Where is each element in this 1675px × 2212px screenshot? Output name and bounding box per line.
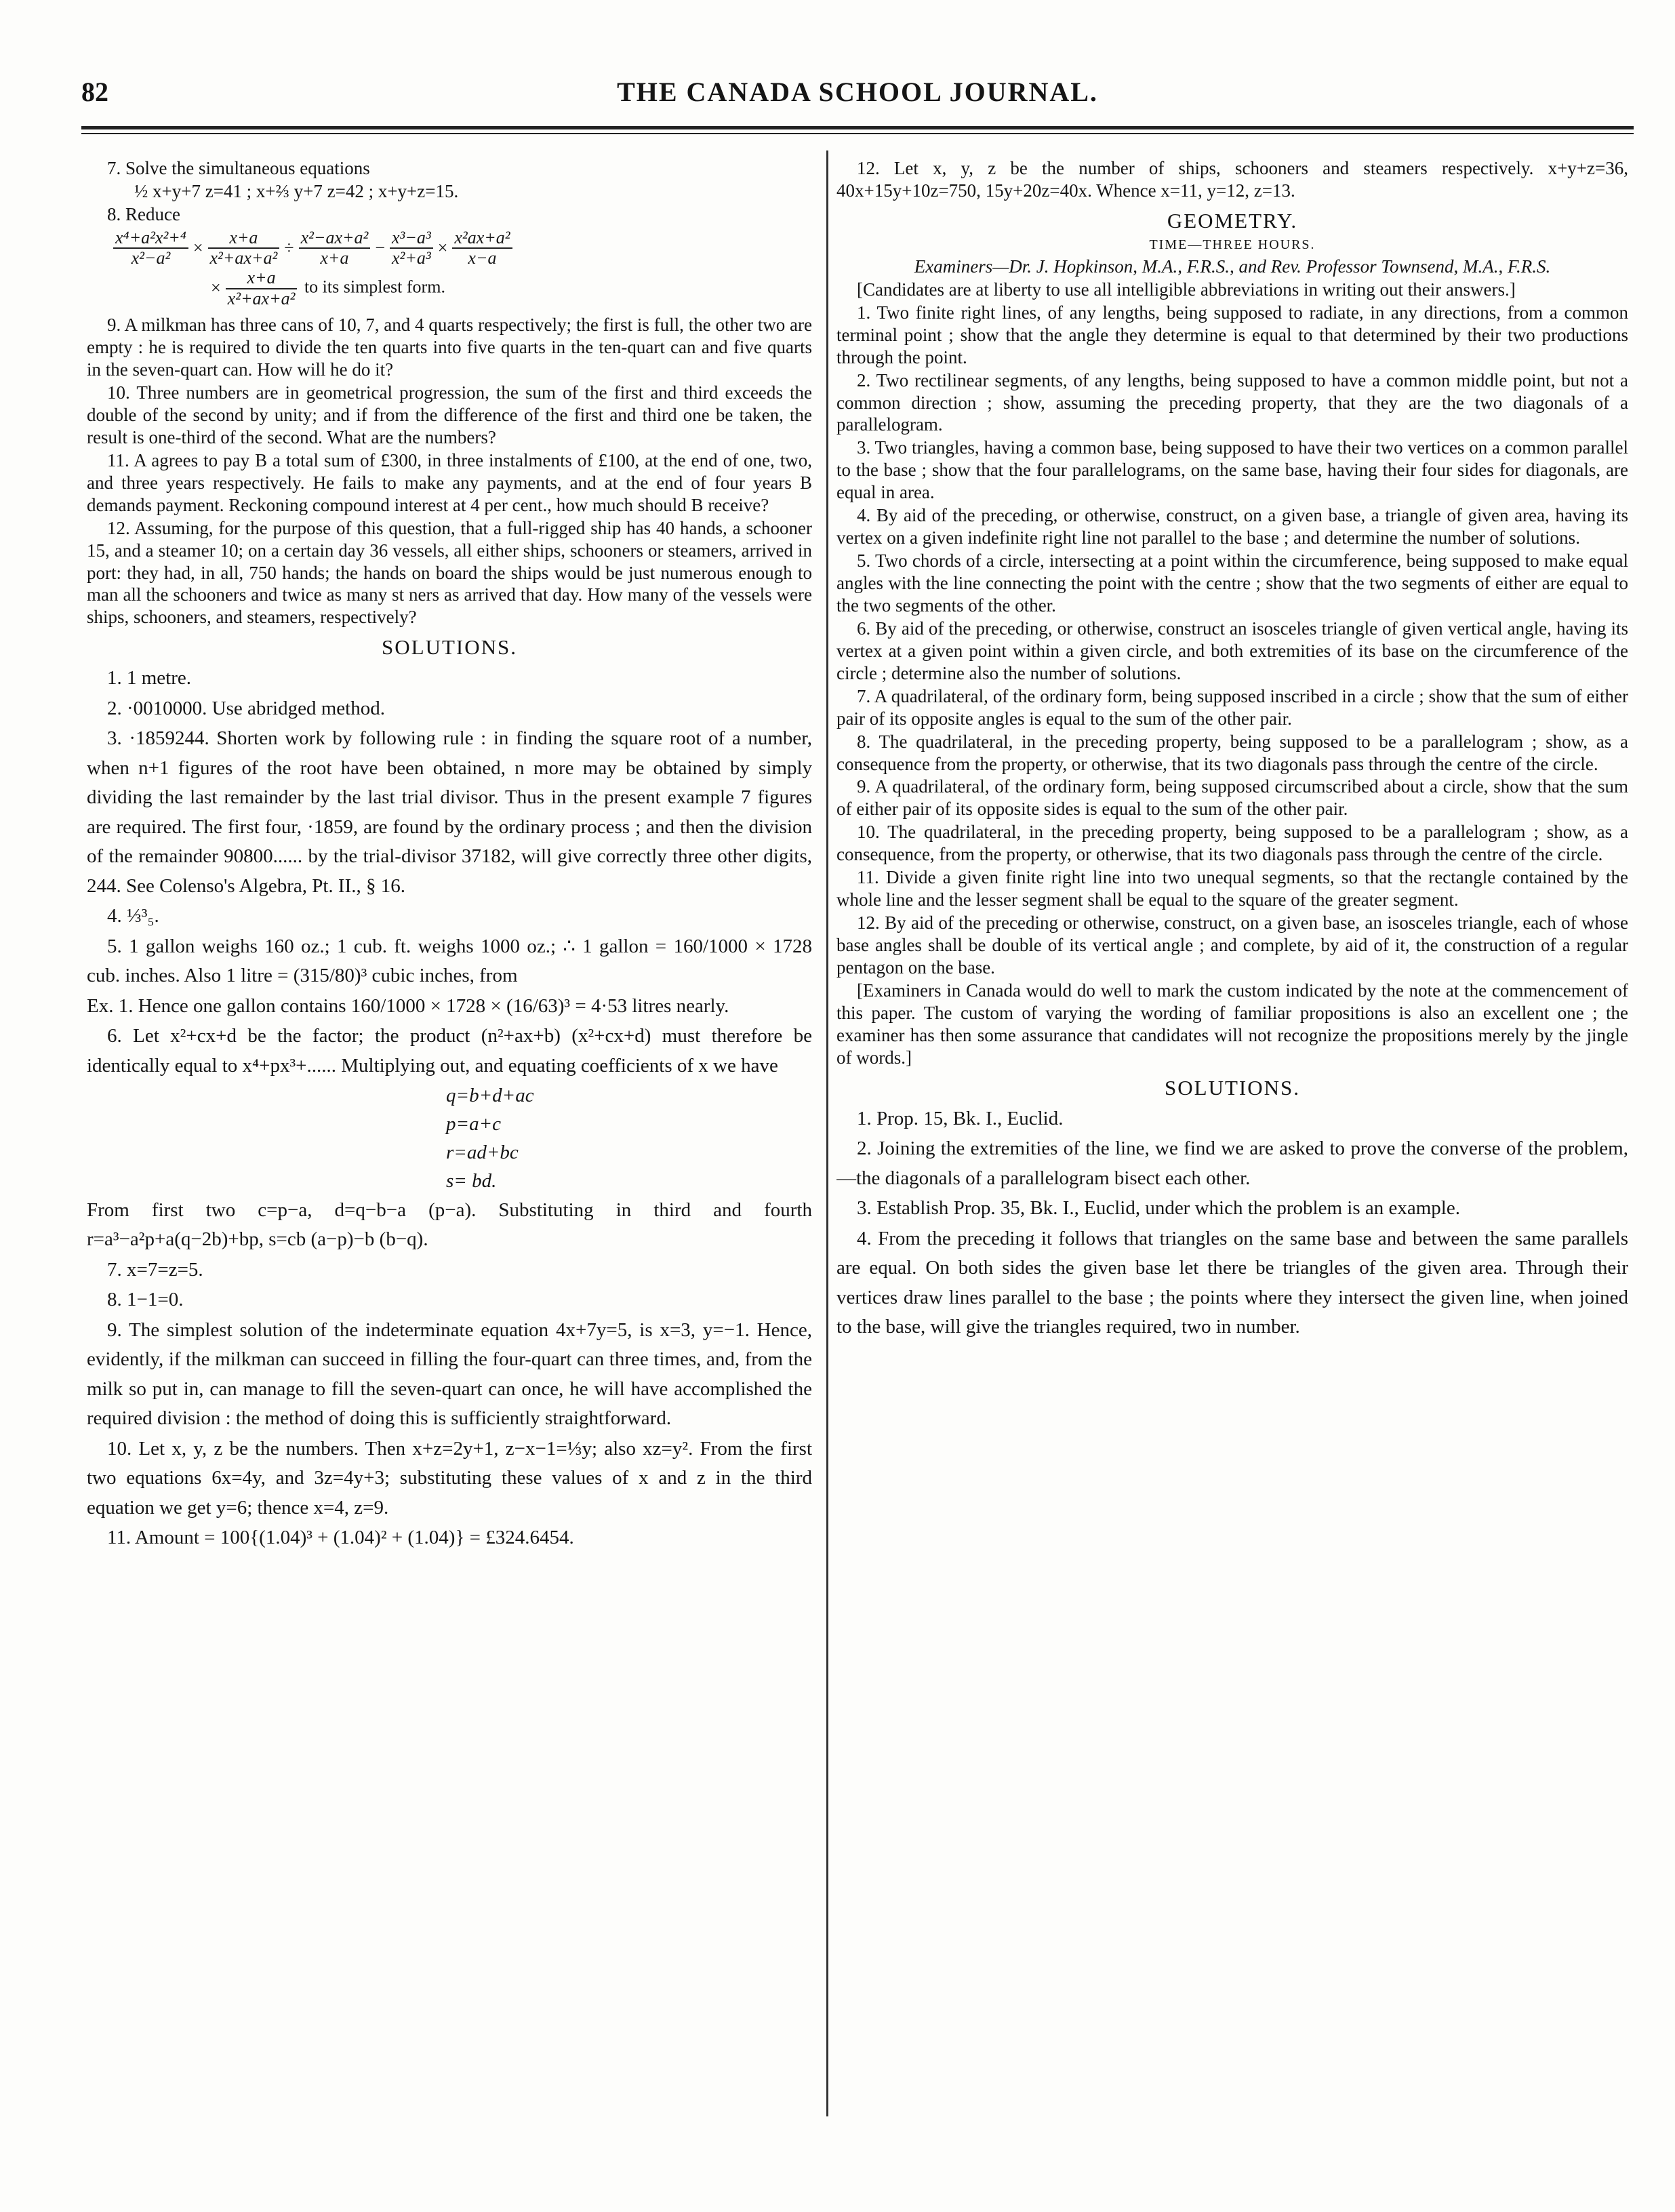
examiners-note: [Examiners in Canada would do well to mark the custom indicated by the note at the commencement of this paper. The custom of varying the wording of familiar propositions is also an excellent one ; the examiner has then some assurance that candidates will not recognize the propositions merely by the jingle of words.] [836, 980, 1628, 1068]
question-11: 11. A agrees to pay B a total sum of £300, in three instalments of £100, at the end of one, two, and three years respectively. He fails to make any payments, and at the end of four years B demands payment. Reckoning compound interest at 4 per cent., how much should B receive? [87, 449, 812, 515]
solution-2: 2. ·0010000. Use abridged method. [107, 697, 385, 719]
column-divider [826, 150, 828, 2116]
equation: p=a+c [446, 1113, 502, 1135]
solution-1: 1. 1 metre. [107, 667, 192, 689]
geometry-question-12: 12. By aid of the preceding or otherwise, construct, on a given base, an isosceles triangle, each of whose base angles shall be double of its vertical angle ; and complete, by aid of it, the construction of a regular pentagon on the base. [836, 912, 1628, 978]
geometry-question-2: 2. Two rectilinear segments, of any lengths, being supposed to have a common middle point, but not a common direction ; show, assuming the preceding property, that they are the two diagonals of a parallelogram. [836, 369, 1628, 435]
solution-5: 5. 1 gallon weighs 160 oz.; 1 cub. ft. weighs 1000 oz.; ∴ 1 gallon = 160/1000 × 1728 cub. inches. Also 1 litre = (315/80)³ cubic inches, from [87, 935, 812, 987]
solution-8: 8. 1−1=0. [107, 1289, 184, 1310]
fraction: $\frac{\text{x³−a³}}{\text{x²+a³}}$ [390, 228, 433, 268]
geometry-question-6: 6. By aid of the preceding, or otherwise, construct an isosceles triangle of given vertical angle, having its vertex at a given point within a given circle, and both extremities of its base on the circumference of the circle ; determine also the number of solutions. [836, 618, 1628, 683]
geometry-question-8: 8. The quadrilateral, in the preceding property, being supposed to be a parallelogram ; show, as a consequence from the property, or otherwise, that its two diagonals pass through the centre of the circle. [836, 731, 1628, 774]
candidates-note: [Candidates are at liberty to use all intelligible abbreviations in writing out their answers.] [857, 279, 1516, 300]
page-number: 82 [81, 77, 108, 107]
fraction: $\frac{\text{x²ax+a²}}{x-a}$ [452, 228, 512, 268]
geometry-question-7: 7. A quadrilateral, of the ordinary form, being supposed inscribed in a circle ; show that the sum of either pair of its opposite angles is equal to the sum of the other pair. [836, 685, 1628, 729]
solution-11: 11. Amount = 100{(1.04)³ + (1.04)² + (1.04)} = £324.6454. [107, 1527, 574, 1548]
solution-12: 12. Let x, y, z be the number of ships, schooners and steamers respectively. x+y+z=36, 40x+15y+10z=750, 15y+20z=40x. Whence x=11, y=12, z=13. [836, 158, 1628, 201]
question-12: 12. Assuming, for the purpose of this question, that a full-rigged ship has 40 hands, a schooner 15, and a steamer 10; on a certain day 36 vessels, all either ships, schooners or steamers, arrived in port: they had, in all, 750 hands; the hands on board the ships would be just numerous enough to man all the schooners and twice as many st ners as arrived that day. How many of the vessels were ships, schooners, and steamers, respectively? [87, 517, 812, 628]
geometry-question-9: 9. A quadrilateral, of the ordinary form, being supposed circumscribed about a circle, show that the sum of either pair of its opposite sides is equal to the sum of the other pair. [836, 776, 1628, 820]
geometry-question-5: 5. Two chords of a circle, intersecting at a point within the circumference, being supposed to make equal angles with the line connecting the point with the centre ; show that the two segments of either are equal to the two segments of the other. [836, 550, 1628, 616]
geometry-question-11: 11. Divide a given finite right line into two unequal segments, so that the rectangle contained by the whole line and the lesser segment shall be equal to the square of the greater segment. [836, 867, 1628, 910]
solution-7: 7. x=7=z=5. [107, 1258, 203, 1281]
geometry-solutions-heading: SOLUTIONS. [1165, 1075, 1300, 1100]
header-rule-thick [81, 126, 1634, 129]
fraction: $\frac{x+a}{\text{x²+ax+a²}}$ [226, 268, 298, 308]
question-8: 8. Reduce [107, 203, 180, 224]
geometry-solution-1: 1. Prop. 15, Bk. I., Euclid. [857, 1107, 1064, 1129]
geometry-question-4: 4. By aid of the preceding, or otherwise, construct, on a given base, a triangle of given area, having its vertex on a given indefinite right line not parallel to the base ; and determine the number of solutions. [836, 505, 1628, 548]
solutions-heading: SOLUTIONS. [382, 635, 517, 660]
geometry-solution-2: 2. Joining the extremities of the line, we find we are asked to prove the converse of the problem,—the diagonals of a parallelogram bisect each other. [836, 1138, 1628, 1189]
geometry-solution-3: 3. Establish Prop. 35, Bk. I., Euclid, under which the problem is an example. [857, 1197, 1460, 1220]
solution-6: 6. Let x²+cx+d be the factor; the product (n²+ax+b) (x²+cx+d) must therefore be identically equal to x⁴+px³+...... Multiplying out, and equating coefficients of x we have [87, 1025, 812, 1077]
geometry-question-1: 1. Two finite right lines, of any lengths, being supposed to radiate, in any directions, from a common terminal point ; show that the angle they determine is equal to that determined by their two productions through the point. [836, 302, 1628, 367]
question-8-expression: $\frac{\text{x⁴+a²x²+⁴}}{\text{x²−a²}}$ × $\frac{x+a}{\text{x²+ax+a²}}$ ÷ $\frac{\text{x²−ax+a²}}{x+a}$ − $\frac{\text{x³−a³}}{\text{x²+a³}}$ × $\frac{\text{x²ax+a²}}{x-a}$ × $\frac{x+a}{\text{x²+ax+a²}}$ to its simplest form. [110, 228, 812, 308]
solution-9: 9. The simplest solution of the indeterminate equation 4x+7y=5, is x=3, y=−1. Hence, evidently, if the milkman can succeed in filling the four-quart can three times, and, from the milk so put in, can manage to fill the seven-quart can once, he will have accomplished the required division : the method of doing this is sufficiently straightforward. [87, 1319, 812, 1429]
solution-3: 3. ·1859244. Shorten work by following rule : in finding the square root of a number, when n+1 figures of the root have been obtained, n more may be obtained by simply dividing the last remainder by the last trial divisor. Thus in the present example 7 figures are required. The first four, ·1859, are found by the ordinary process ; and then the division of the remainder 90800...... by the trial-divisor 37182, will give correctly three other digits, 244. See Colenso's Algebra, Pt. II., § 16. [87, 727, 812, 897]
geometry-heading: GEOMETRY. [1167, 208, 1298, 233]
geometry-solution-4: 4. From the preceding it follows that triangles on the same base and between the same parallels are equal. On both sides the given base let there be triangles of the given area. Through their vertices draw lines parallel to the base ; the points where they intersect the given line, when joined to the base, will give the triangles required, two in number. [836, 1227, 1628, 1338]
fraction: $\frac{\text{x²−ax+a²}}{x+a}$ [299, 228, 371, 268]
journal-title: THE CANADA SCHOOL JOURNAL. [617, 77, 1098, 107]
equation: s= bd. [446, 1170, 497, 1192]
solution-4: 4. ⅓³₅. [107, 905, 159, 927]
geometry-question-3: 3. Two triangles, having a common base, being supposed to have their two vertices on a common parallel to the base ; show that the four parallelograms, on the same base, having their four sides for diagonals, are equal in area. [836, 437, 1628, 503]
question-7: 7. Solve the simultaneous equations [107, 158, 370, 178]
solution-10: 10. Let x, y, z be the numbers. Then x+z=2y+1, z−x−1=⅓y; also xz=y². From the first two equations 6x=4y, and 3z=4y+3; substituting these values of x and z in the third equation we get y=6; thence x=4, z=9. [87, 1437, 812, 1519]
fraction: $\frac{x+a}{\text{x²+ax+a²}}$ [208, 228, 280, 268]
left-column [87, 157, 812, 2123]
question-9: 9. A milkman has three cans of 10, 7, and 4 quarts respectively; the first is full, the other two are empty : he is required to divide the ten quarts into five quarts in the ten-quart can and five quarts in the seven-quart can. How will he do it? [87, 315, 812, 380]
question-8-tail: to its simplest form. [304, 277, 445, 297]
equation: r=ad+bc [446, 1142, 519, 1164]
solution-5-continued: Ex. 1. Hence one gallon contains 160/1000 × 1728 × (16/63)³ = 4·53 litres nearly. [87, 994, 729, 1017]
solution-6-continued: From first two c=p−a, d=q−b−a (p−a). Substituting in third and fourth r=a³−a²p+a(q−2b)+bp, s=cb (a−p)−b (b−q). [87, 1199, 812, 1250]
right-column [836, 157, 1628, 2123]
header-rule-thin [81, 133, 1634, 134]
examiners: Examiners—Dr. J. Hopkinson, M.A., F.R.S., and Rev. Professor Townsend, M.A., F.R.S. [914, 256, 1551, 277]
page-header [81, 76, 1634, 117]
time-allowed: TIME—THREE HOURS. [1149, 237, 1316, 252]
geometry-question-10: 10. The quadrilateral, in the preceding property, being supposed to be a parallelogram ; show, as a consequence, from the property, or otherwise, that its two diagonals pass through the centre of the circle. [836, 822, 1628, 865]
fraction: $\frac{\text{x⁴+a²x²+⁴}}{\text{x²−a²}}$ [113, 228, 188, 268]
equation: q=b+d+ac [446, 1085, 534, 1107]
question-7-equations: ½ x+y+7 z=41 ; x+⅔ y+7 z=42 ; x+y+z=15. [134, 180, 459, 201]
question-10: 10. Three numbers are in geometrical progression, the sum of the first and third exceeds the double of the second by unity; and if from the difference of the first and third one be taken, the result is one-third of the second. What are the numbers? [87, 382, 812, 447]
